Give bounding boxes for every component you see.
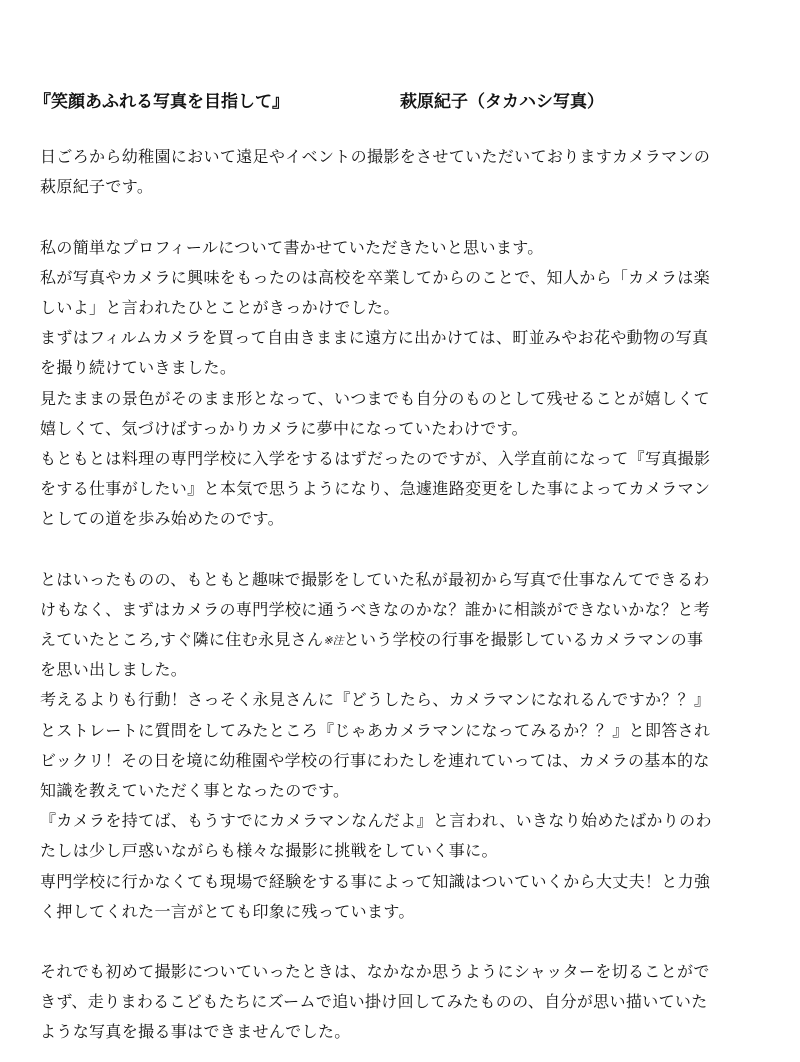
text-line: 見たままの景色がそのまま形となって、いつまでも自分のものとして残せることが嬉しくて xyxy=(40,388,711,408)
line-text-after-note: という学校の行事を撮影しているカメラマンの事 xyxy=(343,630,704,649)
paragraph xyxy=(40,142,776,202)
document-header xyxy=(34,88,774,116)
text-line: とはいったものの、もともと趣味で撮影をしていた私が最初から写真で仕事なんてできるわ xyxy=(40,569,710,589)
text-line: 嬉しくて、気づけばすっかりカメラに夢中になっていたわけです。 xyxy=(40,418,528,438)
text-line: たしは少し戸惑いながらも様々な撮影に挑戦をしていく事に。 xyxy=(40,841,498,861)
line-text-before-note: えていたところ,すぐ隣に住む永見さん xyxy=(40,630,324,649)
text-line: を思い出しました。 xyxy=(40,660,188,680)
text-line: もともとは料理の専門学校に入学をするはずだったのですが、入学直前になって『写真撮影 xyxy=(40,448,711,468)
document-title: 『笑顔あふれる写真を目指して』 xyxy=(34,92,289,112)
paragraph xyxy=(40,957,776,1048)
paragraph xyxy=(40,565,776,927)
document-body xyxy=(40,142,776,1048)
text-line: 私の簡単なプロフィールについて書かせていただきたいと思います。 xyxy=(40,237,544,257)
text-line: まずはフィルムカメラを買って自由きままに遠方に出かけては、町並みやお花や動物の写真 xyxy=(40,328,709,348)
text-line: ビックリ！その日を境に幼稚園や学校の行事にわたしを連れていっては、カメラの基本的な xyxy=(40,750,710,770)
text-line: 『カメラを持てば、もうすでにカメラマンなんだよ』と言われ、いきなり始めたばかりのわ xyxy=(40,811,712,831)
text-line: 私が写真やカメラに興味をもったのは高校を卒業してからのことで、知人から「カメラは楽 xyxy=(40,267,711,287)
text-line: ような写真を撮る事はできませんでした。 xyxy=(40,1022,351,1042)
footnote-marker: ※注 xyxy=(323,634,344,647)
text-line: それでも初めて撮影についていったときは、なかなか思うようにシャッターを切ることがで xyxy=(40,962,710,982)
text-line: 日ごろから幼稚園において遠足やイベントの撮影をさせていただいておりますカメラマンの xyxy=(40,147,711,166)
text-line: 萩原紀子です。 xyxy=(40,177,154,197)
document-author: 萩原紀子（タカハシ写真） xyxy=(400,92,604,112)
text-line: きず、走りまわるこどもたちにズームで追い掛け回してみたものの、自分が思い描いていた xyxy=(40,992,708,1012)
text-line: としての道を歩み始めたのです。 xyxy=(40,509,284,529)
text-line: けもなく、まずはカメラの専門学校に通うべきなのかな？誰かに相談ができないかな？と考 xyxy=(40,599,711,619)
text-line: を撮り続けていきました。 xyxy=(40,358,237,378)
text-line: とストレートに質問をしてみたところ『じゃあカメラマンになってみるか？？』と即答され xyxy=(40,720,711,740)
text-line: しいよ」と言われたひとことがきっかけでした。 xyxy=(40,297,400,317)
text-line: 専門学校に行かなくても現場で経験をする事によって知識はついていくから大丈夫！と力強 xyxy=(40,871,711,891)
text-line: 知識を教えていただく事となったのです。 xyxy=(40,780,350,800)
text-line: 考えるよりも行動！さっそく永見さんに『どうしたら、カメラマンになれるんですか？？』 xyxy=(40,690,711,710)
text-line: く押してくれた一言がとても印象に残っています。 xyxy=(40,901,415,921)
text-line: をする仕事がしたい』と本気で思うようになり、急遽進路変更をした事によってカメラマン xyxy=(40,479,711,499)
text-line-with-note xyxy=(40,625,776,655)
paragraph xyxy=(40,233,776,535)
